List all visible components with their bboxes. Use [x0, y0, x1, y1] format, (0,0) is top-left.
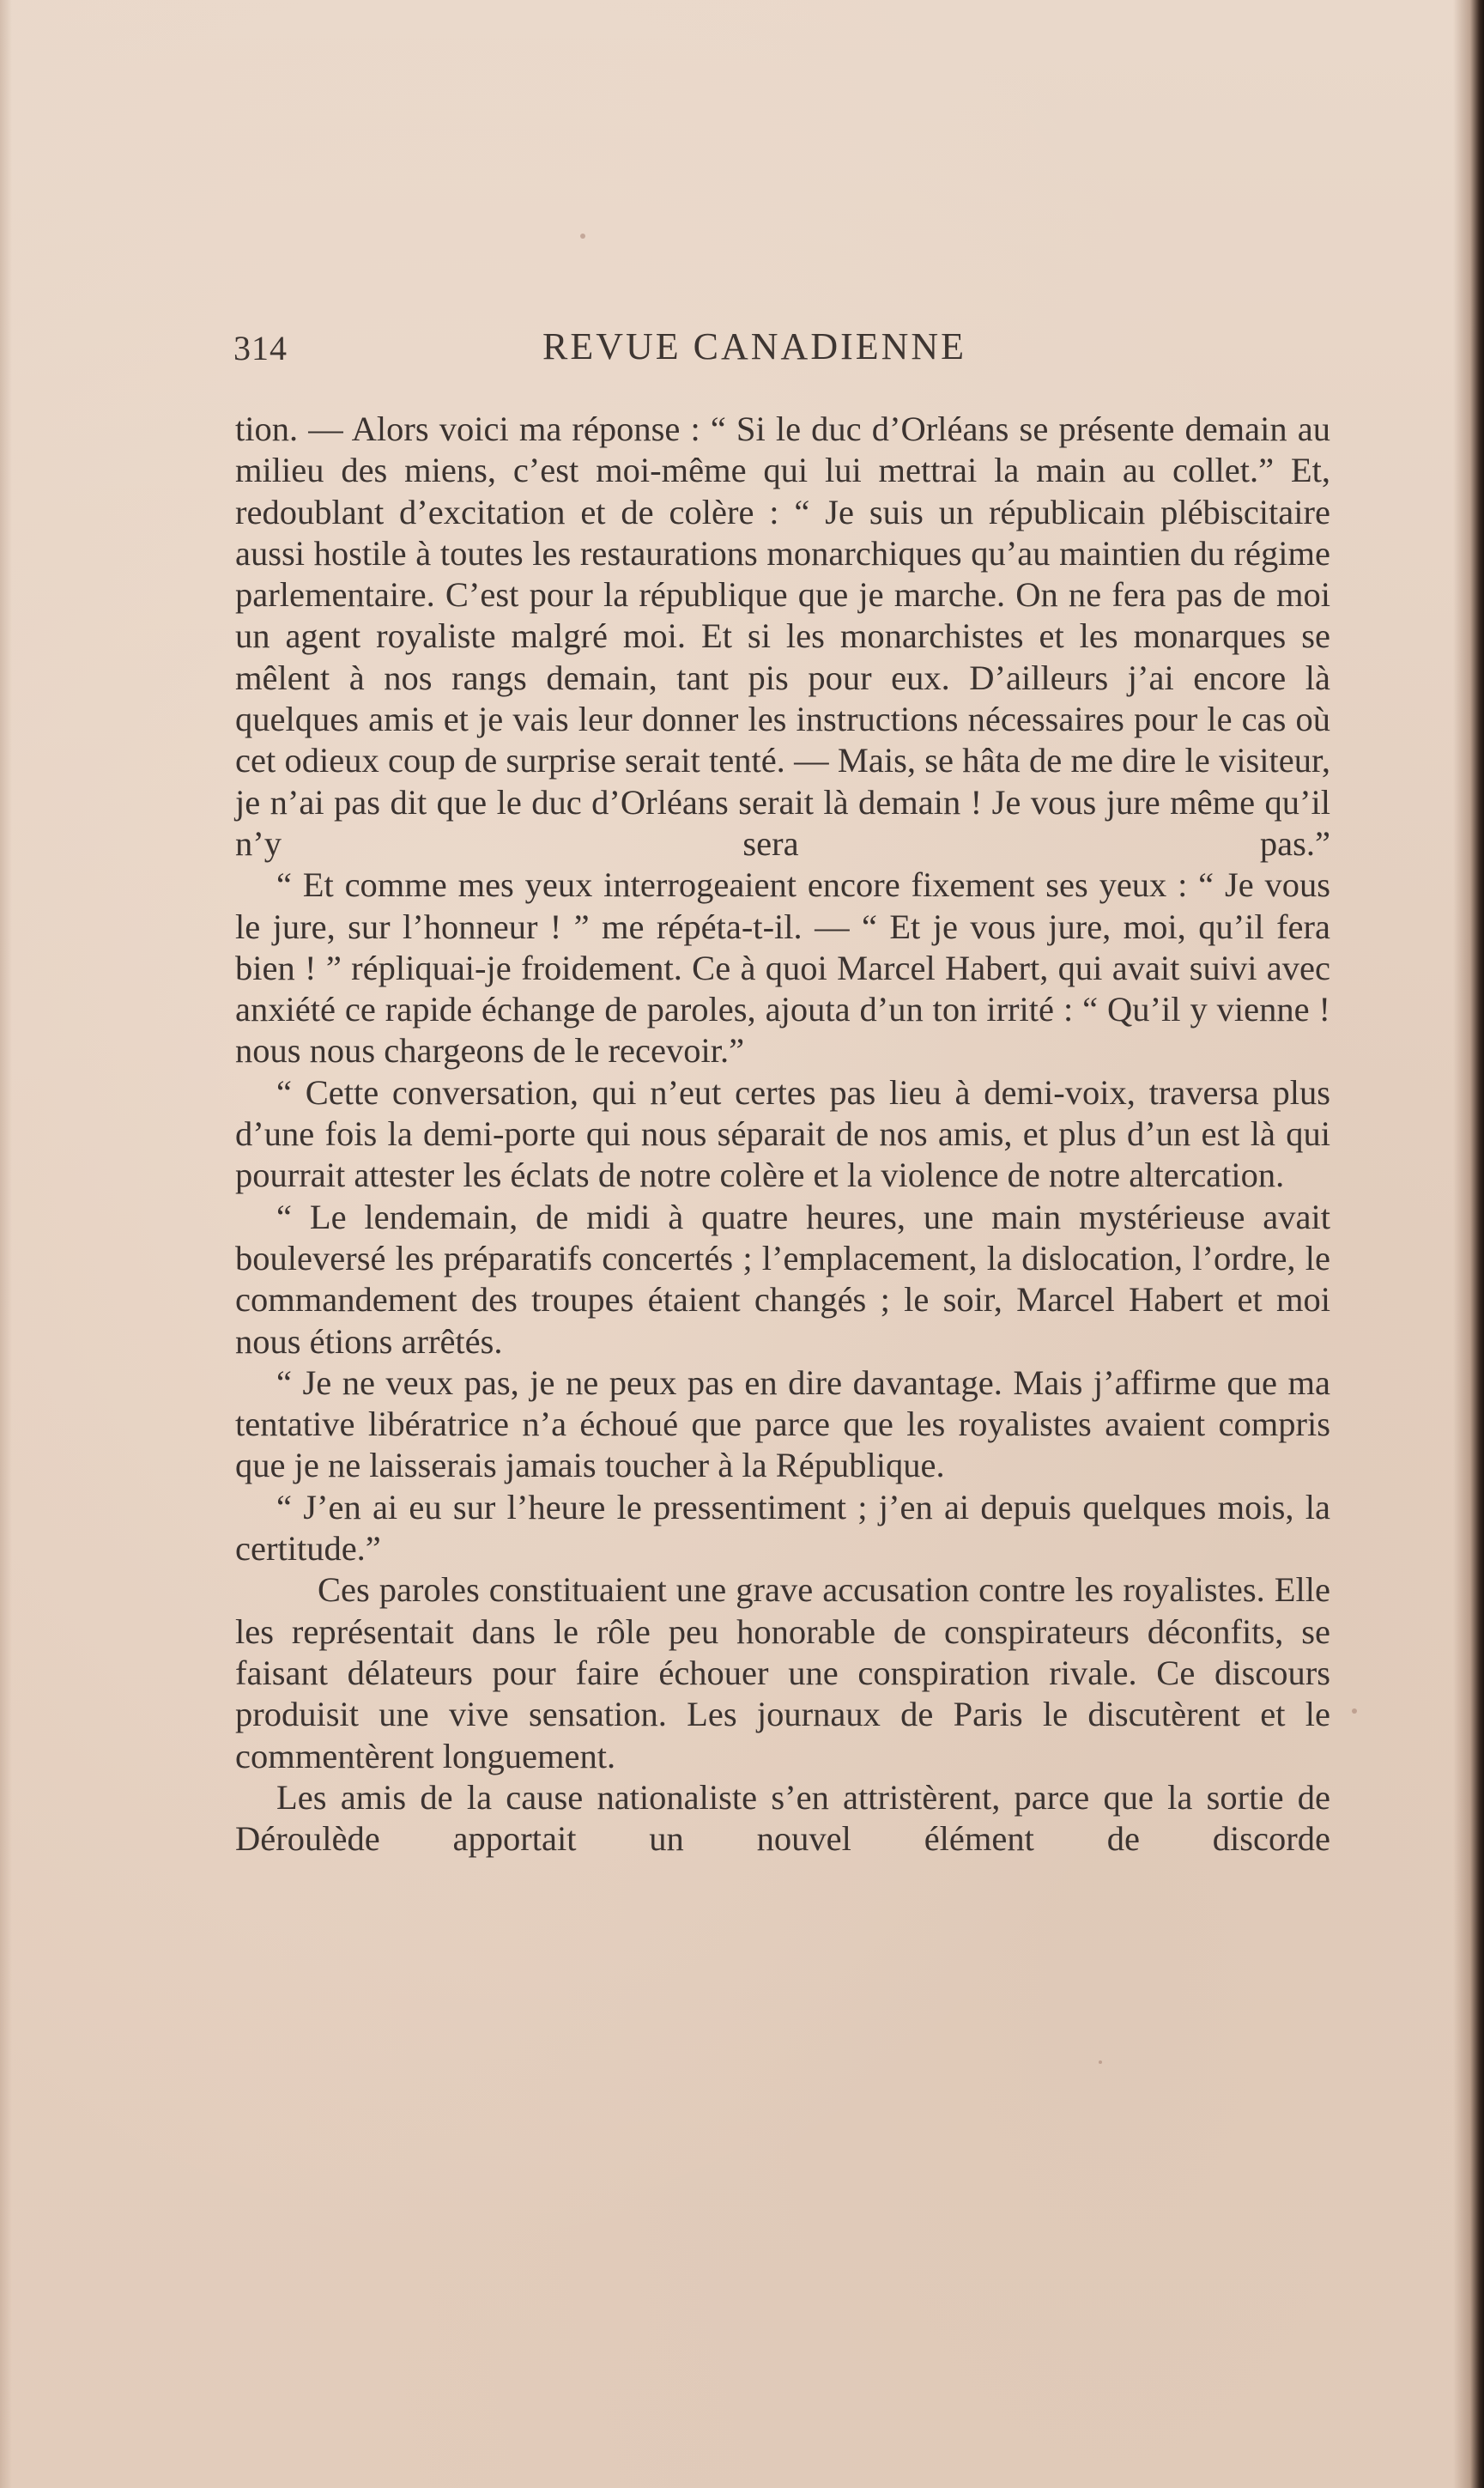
page-binding-edge [1453, 0, 1484, 2488]
paragraph: “ Le lendemain, de midi à quatre heures, une main mystérieuse avait bouleversé les préparatifs concertés ; l’emplacement, la dislocation, l’ordre, le commandement des troupes étaient changés ; le soir, Marcel Habert et moi nous étions arrêtés. [235, 1197, 1330, 1361]
running-title: REVUE CANADIENNE [542, 325, 967, 367]
page-number: 314 [233, 329, 288, 367]
paragraph: Ces paroles constituaient une grave accusation contre les royalistes. Elle les représentait dans le rôle peu honorable de conspirateurs déconfits, se faisant délateurs pour faire échouer une conspiration rivale. Ce discours produisit une vive sensation. Les journaux de Paris le discutèrent et le commentèrent longuement. [235, 1570, 1330, 1775]
paragraph: tion. — Alors voici ma réponse : “ Si le duc d’Orléans se présente demain au milieu des miens, c’est moi-même qui lui mettrai la main au collet.” Et, redoublant d’excitation et de colère : “ Je suis un républicain plébiscitaire aussi hostile à toutes les restaurations monarchiques qu’au maintien du régime parlementaire. C’est pour la république que je marche. On ne fera pas de moi un agent royaliste malgré moi. Et si les monarchistes et les monarques se mêlent à nos rangs demain, tant pis pour eux. D’ailleurs j’ai encore là quelques amis et je vais leur donner les instructions nécessaires pour le cas où cet odieux coup de surprise serait tenté. — Mais, se hâta de me dire le visiteur, je n’ai pas dit que le duc d’Orléans serait là demain ! Je vous jure même qu’il n’y sera pas.” [235, 410, 1330, 863]
paragraph: “ Je ne veux pas, je ne peux pas en dire davantage. Mais j’affirme que ma tentative libératrice n’a échoué que parce que les royalistes avaient compris que je ne laisserais jamais toucher à la République. [235, 1362, 1330, 1485]
paragraph: Les amis de la cause nationaliste s’en attristèrent, parce que la sortie de Déroulède apportait un nouvel élément de discorde [235, 1777, 1330, 1859]
paper-speck [1352, 1708, 1357, 1714]
paper-speck [1099, 2060, 1102, 2064]
paragraph: “ J’en ai eu sur l’heure le pressentiment ; j’en ai depuis quelques mois, la certitude.” [235, 1487, 1330, 1569]
paragraph: “ Cette conversation, qui n’eut certes pas lieu à demi-voix, traversa plus d’une fois la demi-porte qui nous séparait de nos amis, et plus d’un est là qui pourrait attester les éclats de notre colère et la violence de notre altercation. [235, 1072, 1330, 1195]
paragraph: “ Et comme mes yeux interrogeaient encore fixement ses yeux : “ Je vous le jure, sur l’honneur ! ” me répéta-t-il. — “ Et je vous jure, moi, qu’il fera bien ! ” répliquai-je froidement. Ce à quoi Marcel Habert, qui avait suivi avec anxiété ce rapide échange de paroles, ajouta d’un ton irrité : “ Qu’il y vienne ! nous nous chargeons de le recevoir.” [235, 865, 1330, 1071]
paper-speck [580, 234, 585, 239]
page-header [233, 319, 1332, 379]
page-shadow-left [0, 0, 12, 2488]
body-text [235, 409, 1330, 1860]
